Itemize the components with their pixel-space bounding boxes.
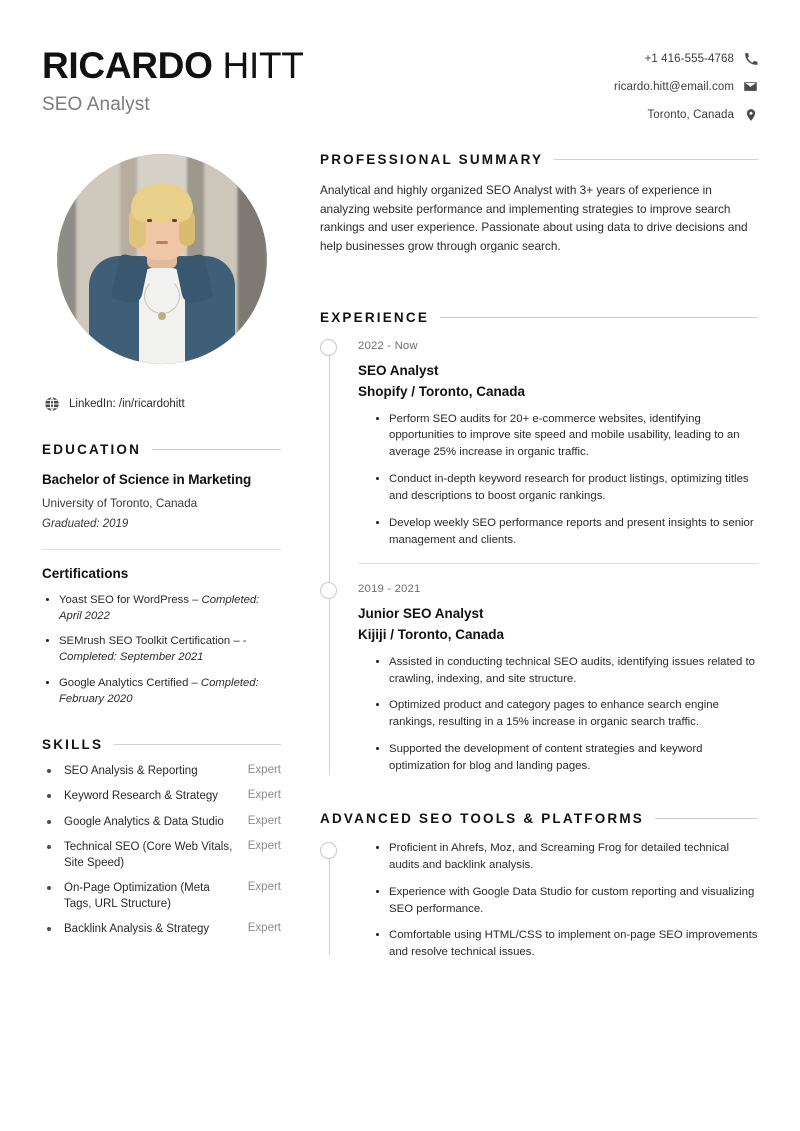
resume-header: [42, 38, 758, 122]
photo-eye-left: [147, 219, 152, 222]
list-item: [42, 633, 281, 665]
first-name: RICARDO: [42, 45, 213, 86]
phone-icon: [743, 51, 758, 66]
linkedin-link[interactable]: [42, 396, 281, 412]
skill-level: Expert: [247, 840, 281, 853]
experience-role: Junior SEO Analyst: [358, 605, 484, 621]
contact-phone[interactable]: [645, 51, 758, 66]
tools-timeline: [320, 840, 758, 961]
summary-text: Analytical and highly organized SEO Analyst with 3+ years of experience in analyzing website performance and implementing strategies to improve search rankings and user experience. Passionate about using data to drive decisions and help businesses grow through organic search.: [320, 183, 748, 253]
skills-list: [42, 764, 281, 938]
certification-date: Completed: September 2021: [59, 651, 204, 664]
experience-bullets: [358, 411, 758, 549]
timeline-dot-icon: [320, 339, 337, 356]
list-item: Experience with Google Data Studio for custom reporting and visualizing SEO performance.: [374, 884, 758, 918]
list-item: [42, 675, 281, 707]
job-title: SEO Analyst: [42, 94, 150, 116]
skill-name: On-Page Optimization (Meta Tags, URL Structure): [42, 881, 238, 912]
tools-bullets: [358, 840, 758, 961]
photo-necklace: [144, 278, 180, 314]
certification-date: Completed: February 2020: [59, 676, 259, 705]
experience-heading: [320, 310, 758, 325]
skill-level: Expert: [247, 814, 281, 827]
contact-block: [614, 42, 758, 122]
skill-level: Expert: [247, 763, 281, 776]
experience-date: 2019 - 2021: [358, 582, 421, 595]
photo-pendant: [158, 312, 166, 320]
timeline-line: [329, 347, 330, 775]
heading-rule: [152, 449, 281, 450]
contact-location-text: Toronto, Canada: [647, 108, 734, 121]
education-title: EDUCATION: [42, 442, 142, 457]
certification-name: SEMrush SEO Toolkit Certification – -: [59, 635, 247, 648]
list-item: Proficient in Ahrefs, Moz, and Screaming Frog for detailed technical audits and backlink analysis.: [374, 840, 758, 874]
education-divider: [42, 549, 281, 550]
certifications-title: Certifications: [42, 566, 129, 581]
list-item: [42, 840, 281, 871]
list-item: Assisted in conducting technical SEO audits, identifying issues related to crawling, indexing, and site structure.: [374, 654, 758, 688]
education-degree: Bachelor of Science in Marketing: [42, 472, 252, 487]
skill-level: Expert: [247, 789, 281, 802]
experience-separator: [358, 563, 758, 564]
summary-title: PROFESSIONAL SUMMARY: [320, 152, 544, 167]
summary-section: [320, 152, 758, 256]
tools-section: [320, 811, 758, 961]
heading-rule: [114, 744, 281, 745]
skill-level: Expert: [247, 881, 281, 894]
skill-level: Expert: [247, 922, 281, 935]
left-column: [42, 152, 281, 948]
experience-company: Kijiji / Toronto, Canada: [358, 626, 505, 642]
tools-item: [358, 840, 758, 961]
skill-name: Backlink Analysis & Strategy: [42, 922, 238, 938]
list-item: [42, 922, 281, 938]
timeline-line: [329, 850, 330, 955]
list-item: Optimized product and category pages to enhance search engine rankings, resulting in a 15% increase in organic search traffic.: [374, 697, 758, 731]
certifications-list: [42, 592, 281, 707]
contact-location[interactable]: [647, 107, 758, 122]
education-heading: [42, 442, 281, 457]
education-graduated: Graduated: 2019: [42, 518, 129, 530]
list-item: [42, 592, 281, 624]
linkedin-text: LinkedIn: /in/ricardohitt: [69, 398, 185, 410]
education-section: [42, 442, 281, 707]
name-block: [42, 42, 304, 116]
right-column: [320, 152, 758, 971]
photo-hair: [131, 184, 193, 222]
experience-timeline: [320, 337, 758, 775]
resume-body: [42, 152, 758, 971]
page-title: [42, 46, 304, 85]
skills-title: SKILLS: [42, 736, 104, 752]
last-name: HITT: [222, 45, 304, 86]
tools-title: ADVANCED SEO TOOLS & PLATFORMS: [320, 810, 645, 826]
certification-name: Google Analytics Certified –: [59, 676, 201, 689]
certification-name: Yoast SEO for WordPress –: [59, 594, 202, 606]
photo-mouth: [156, 241, 168, 244]
location-pin-icon: [743, 107, 758, 122]
list-item: Conduct in-depth keyword research for product listings, optimizing titles and descriptions to boost organic rankings.: [374, 471, 758, 505]
tools-heading: [320, 811, 758, 826]
heading-rule: [655, 818, 758, 819]
list-item: [42, 815, 281, 831]
experience-item: [358, 337, 758, 549]
skill-name: Keyword Research & Strategy: [42, 789, 238, 805]
list-item: Supported the development of content strategies and keyword optimization for blog and landing pages.: [374, 741, 758, 775]
skills-section: [42, 737, 281, 938]
contact-phone-text: +1 416-555-4768: [644, 52, 734, 65]
photo-eye-right: [172, 219, 177, 222]
experience-date: 2022 - Now: [358, 339, 418, 352]
timeline-dot-icon: [320, 842, 337, 859]
avatar: [57, 154, 267, 364]
list-item: Comfortable using HTML/CSS to implement on-page SEO improvements and resolve technical issues.: [374, 927, 758, 961]
contact-email[interactable]: [614, 79, 758, 94]
skill-name: Google Analytics & Data Studio: [42, 815, 238, 831]
experience-title: EXPERIENCE: [320, 309, 430, 325]
list-item: Develop weekly SEO performance reports and present insights to senior management and clients.: [374, 515, 758, 549]
list-item: [42, 789, 281, 805]
skill-name: SEO Analysis & Reporting: [42, 764, 238, 780]
timeline-dot-icon: [320, 582, 337, 599]
list-item: [42, 881, 281, 912]
experience-role: SEO Analyst: [358, 362, 439, 378]
globe-icon: [44, 396, 60, 412]
skill-name: Technical SEO (Core Web Vitals, Site Speed): [42, 840, 238, 871]
education-school: University of Toronto, Canada: [42, 496, 198, 510]
experience-section: [320, 310, 758, 775]
summary-heading: [320, 152, 758, 167]
envelope-icon: [743, 79, 758, 94]
list-item: Perform SEO audits for 20+ e-commerce websites, identifying opportunities to improve site speed and mobile usability, leading to an average 25% increase in organic traffic.: [374, 411, 758, 462]
experience-company: Shopify / Toronto, Canada: [358, 383, 525, 399]
experience-item: [358, 580, 758, 775]
profile-photo-wrap: [42, 152, 281, 364]
heading-rule: [554, 159, 758, 160]
skills-heading: [42, 737, 281, 752]
experience-bullets: [358, 654, 758, 775]
heading-rule: [440, 317, 758, 318]
contact-email-text: ricardo.hitt@email.com: [614, 80, 734, 93]
list-item: [42, 764, 281, 780]
certification-date: Completed: April 2022: [59, 594, 260, 623]
